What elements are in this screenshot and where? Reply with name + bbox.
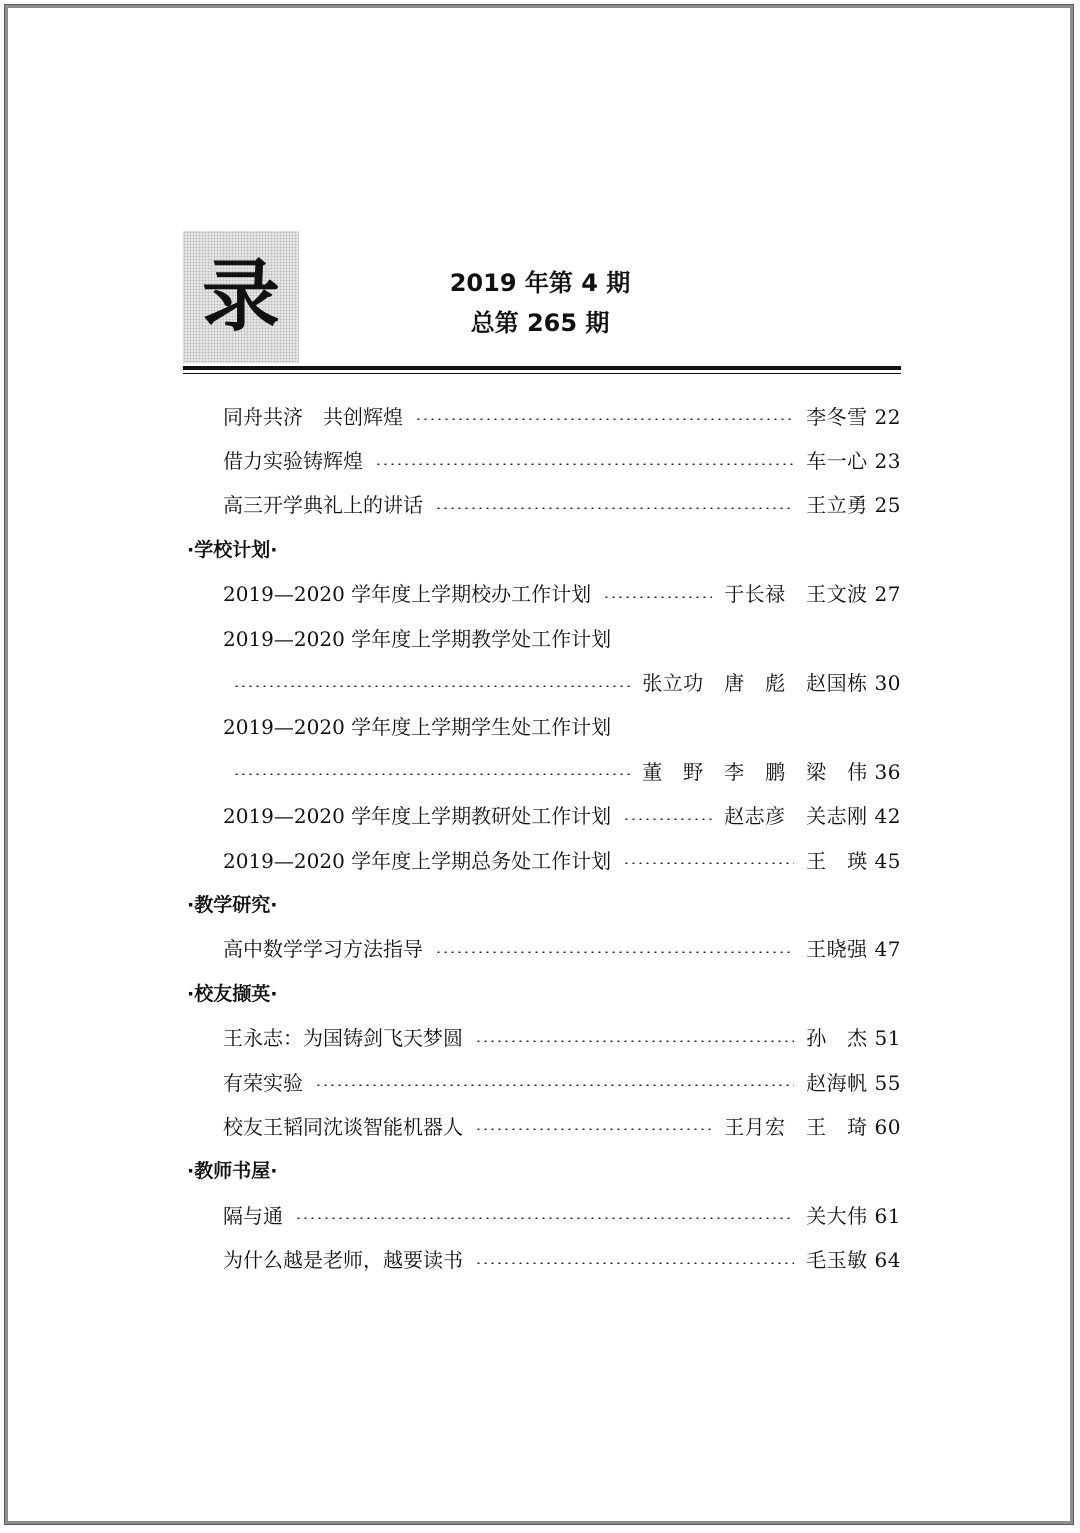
- dot-leader: [315, 1084, 794, 1086]
- toc-entry: [183, 1236, 901, 1280]
- entry-authors-page: 王晓强 47: [806, 937, 901, 962]
- dot-leader: [415, 418, 794, 420]
- toc-entry: [183, 926, 901, 970]
- dot-leader: [233, 685, 630, 687]
- cumulative-issue-number: 总第 265 期: [470, 309, 610, 337]
- dot-leader: [603, 596, 712, 598]
- entry-authors-page: 李冬雪 22: [806, 404, 901, 429]
- entry-authors-page: 关大伟 61: [806, 1203, 901, 1228]
- contents-badge: [183, 231, 299, 363]
- entry-title: 2019—2020 学年度上学期总务处工作计划: [223, 848, 612, 873]
- entry-authors-page: 张立功 唐 彪 赵国栋 30: [642, 671, 901, 696]
- section-heading: ·校友撷英·: [187, 982, 278, 1005]
- toc-entry-continuation: [183, 659, 901, 703]
- entry-authors-page: 赵海帆 55: [806, 1070, 901, 1095]
- dot-leader: [475, 1262, 794, 1264]
- entry-authors-page: 毛玉敏 64: [806, 1248, 901, 1273]
- toc-entry: [183, 393, 901, 437]
- dot-leader: [623, 818, 712, 820]
- dot-leader: [475, 1128, 712, 1130]
- entry-title: 高三开学典礼上的讲话: [223, 493, 423, 518]
- badge-character: 录: [201, 252, 280, 342]
- entry-title: 2019—2020 学年度上学期学生处工作计划: [223, 715, 612, 740]
- entry-authors-page: 赵志彦 关志刚 42: [724, 804, 901, 829]
- toc-entry: [183, 704, 901, 748]
- entry-title: 2019—2020 学年度上学期校办工作计划: [223, 582, 592, 607]
- toc-entry: [183, 1192, 901, 1236]
- entry-title: 高中数学学习方法指导: [223, 937, 423, 962]
- entry-title: 隔与通: [223, 1203, 283, 1228]
- table-of-contents: [183, 393, 901, 1281]
- page: [4, 4, 1074, 1525]
- dot-leader: [375, 463, 794, 465]
- toc-entry: [183, 837, 901, 881]
- dot-leader: [435, 507, 794, 509]
- section-heading: ·教师书屋·: [187, 1160, 278, 1183]
- entry-title: 有荣实验: [223, 1070, 303, 1095]
- entry-title: 2019—2020 学年度上学期教研处工作计划: [223, 804, 612, 829]
- header-rule-thick: [183, 366, 901, 370]
- toc-entry: [183, 1103, 901, 1147]
- dot-leader: [475, 1040, 794, 1042]
- entry-authors-page: 王月宏 王 琦 60: [724, 1114, 901, 1139]
- toc-entry: [183, 1014, 901, 1058]
- entry-title: 校友王韬同沈谈智能机器人: [223, 1114, 463, 1139]
- toc-entry-continuation: [183, 748, 901, 792]
- header-rule-thin: [183, 373, 901, 374]
- entry-title: 借力实验铸辉煌: [223, 449, 363, 474]
- entry-authors-page: 车一心 23: [806, 449, 901, 474]
- entry-authors-page: 孙 杰 51: [806, 1026, 901, 1051]
- issue-number: 2019 年第 4 期: [449, 269, 631, 297]
- section-heading: ·学校计划·: [187, 538, 278, 561]
- entry-title: 为什么越是老师，越要读书: [223, 1248, 463, 1273]
- toc-entry: [183, 1059, 901, 1103]
- section-heading: ·教学研究·: [187, 893, 278, 916]
- dot-leader: [623, 862, 794, 864]
- entry-authors-page: 董 野 李 鹏 梁 伟 36: [642, 759, 901, 784]
- entry-authors-page: 王立勇 25: [806, 493, 901, 518]
- toc-entry: [183, 482, 901, 526]
- toc-entry: [183, 793, 901, 837]
- toc-entry: [183, 437, 901, 481]
- dot-leader: [295, 1217, 794, 1219]
- entry-title: 王永志：为国铸剑飞天梦圆: [223, 1026, 463, 1051]
- dot-leader: [435, 951, 794, 953]
- dot-leader: [233, 773, 630, 775]
- entry-authors-page: 于长禄 王文波 27: [724, 582, 901, 607]
- entry-authors-page: 王 瑛 45: [806, 848, 901, 873]
- entry-title: 同舟共济 共创辉煌: [223, 404, 403, 429]
- entry-title: 2019—2020 学年度上学期教学处工作计划: [223, 626, 612, 651]
- toc-entry: [183, 571, 901, 615]
- toc-entry: [183, 615, 901, 659]
